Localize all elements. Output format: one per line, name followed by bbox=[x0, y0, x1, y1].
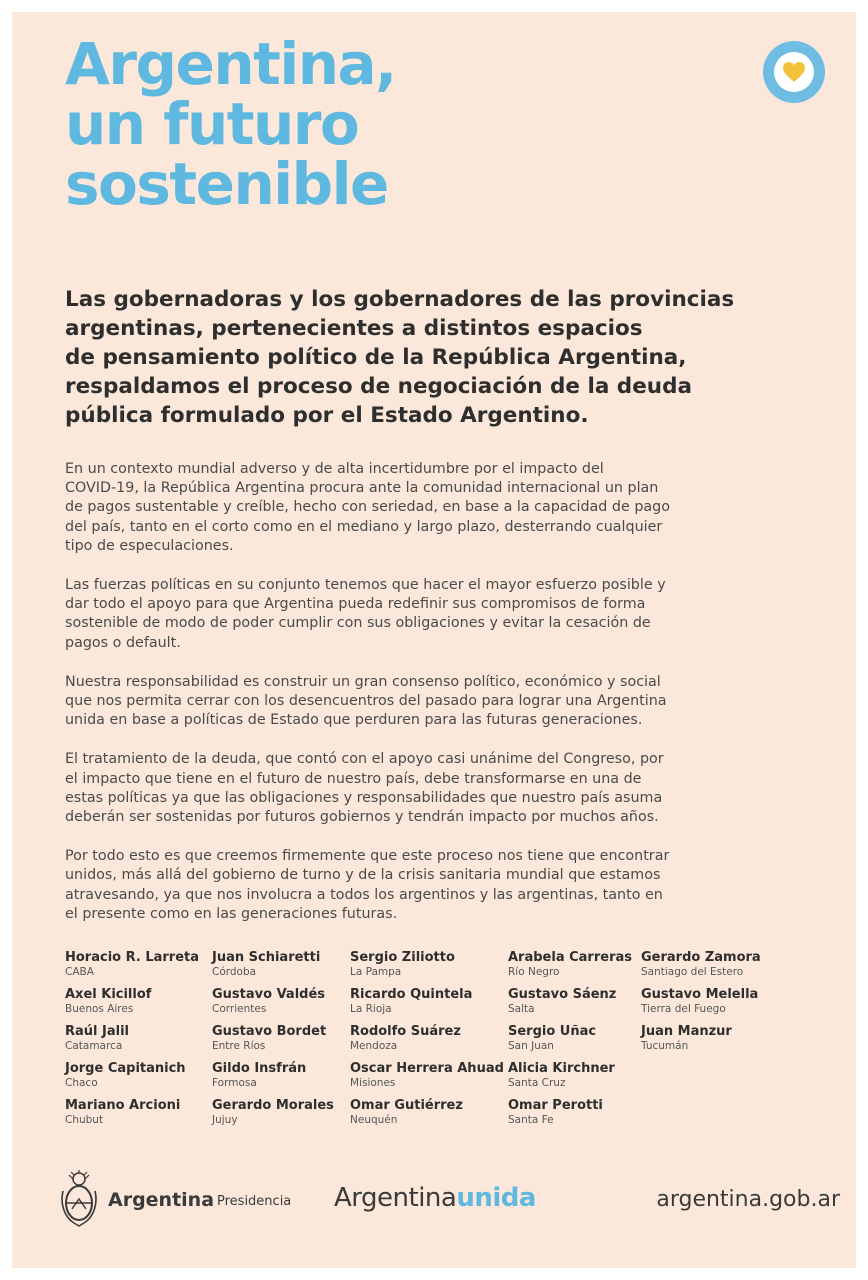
lead-line: respaldamos el proceso de negociación de la deuda bbox=[65, 374, 692, 399]
paragraph-line: deberán ser sostenidas por futuros gobiernos y tendrán impacto por muchos años. bbox=[65, 809, 659, 826]
paragraph-line: del país, tanto en el corto como en el mediano y largo plazo, desterrando cualquier bbox=[65, 518, 663, 535]
province-name: Buenos Aires bbox=[65, 1003, 134, 1015]
signatory-column bbox=[350, 950, 504, 1135]
province-name: Chaco bbox=[65, 1077, 98, 1089]
national-coat-of-arms-icon bbox=[60, 1169, 98, 1227]
lead-line: pública formulado por el Estado Argentino. bbox=[65, 403, 589, 428]
province-name: Santa Cruz bbox=[508, 1077, 566, 1089]
province-name: Entre Ríos bbox=[212, 1040, 266, 1052]
lead-line: Las gobernadoras y los gobernadores de las provincias bbox=[65, 287, 735, 312]
province-name: Catamarca bbox=[65, 1040, 123, 1052]
paragraph-line: En un contexto mundial adverso y de alta incertidumbre por el impacto del bbox=[65, 461, 604, 477]
province-name: Salta bbox=[508, 1003, 535, 1015]
governor-name: Gustavo Melella bbox=[641, 987, 759, 1002]
governor-name: Rodolfo Suárez bbox=[350, 1024, 461, 1039]
governor-name: Juan Schiaretti bbox=[212, 950, 321, 965]
lead-line: de pensamiento político de la República Argentina, bbox=[65, 345, 687, 370]
lead-statement bbox=[65, 285, 755, 430]
signatory bbox=[65, 1098, 199, 1135]
body-text bbox=[65, 460, 695, 944]
governor-name: Alicia Kirchner bbox=[508, 1061, 615, 1076]
governor-name: Oscar Herrera Ahuad bbox=[350, 1061, 504, 1076]
governor-name: Ricardo Quintela bbox=[350, 987, 473, 1002]
signatory-column bbox=[508, 950, 632, 1135]
governor-name: Sergio Uñac bbox=[508, 1024, 597, 1039]
governor-name: Gildo Insfrán bbox=[212, 1061, 307, 1076]
signatory bbox=[65, 1024, 199, 1061]
signatory bbox=[350, 950, 504, 987]
signatory bbox=[508, 987, 632, 1024]
signatory bbox=[212, 1024, 334, 1061]
signatory-column bbox=[65, 950, 199, 1135]
argentina-unida-logo bbox=[334, 1183, 536, 1213]
paragraph-line: atravesando, ya que nos involucra a todos los argentinos y las argentinas, tanto en bbox=[65, 886, 663, 903]
signatory bbox=[212, 987, 334, 1024]
paragraph bbox=[65, 460, 695, 556]
governor-name: Gustavo Bordet bbox=[212, 1024, 327, 1039]
province-name: Santiago del Estero bbox=[641, 966, 744, 978]
paragraph-line: dar todo el apoyo para que Argentina pueda redefinir sus compromisos de forma bbox=[65, 596, 646, 613]
paragraph-line: Por todo esto es que creemos firmemente que este proceso nos tiene que encontrar bbox=[65, 848, 670, 865]
lead-line: argentinas, pertenecientes a distintos espacios bbox=[65, 316, 643, 341]
governor-name: Gustavo Sáenz bbox=[508, 987, 617, 1002]
governor-name: Gerardo Zamora bbox=[641, 950, 761, 965]
paragraph bbox=[65, 576, 695, 653]
governor-name: Gustavo Valdés bbox=[212, 987, 326, 1002]
signatory-column bbox=[212, 950, 334, 1135]
signatory bbox=[641, 987, 761, 1024]
paragraph-line: Nuestra responsabilidad es construir un gran consenso político, económico y social bbox=[65, 673, 661, 690]
province-name: Neuquén bbox=[350, 1114, 398, 1126]
signatory bbox=[350, 1098, 504, 1135]
paragraph-line: tipo de especulaciones. bbox=[65, 537, 234, 554]
paragraph-line: El tratamiento de la deuda, que contó con el apoyo casi unánime del Congreso, por bbox=[65, 751, 664, 768]
signatory bbox=[350, 1024, 504, 1061]
paragraph bbox=[65, 847, 695, 924]
province-name: Chubut bbox=[65, 1114, 104, 1126]
signatory bbox=[508, 1061, 632, 1098]
governor-name: Horacio R. Larreta bbox=[65, 950, 200, 965]
signatory bbox=[65, 950, 199, 987]
signatory bbox=[350, 987, 504, 1024]
paragraph-line: sostenible de modo de poder cumplir con sus obligaciones y evitar la cesación de bbox=[65, 615, 651, 632]
province-name: Formosa bbox=[212, 1077, 257, 1089]
governor-name: Axel Kicillof bbox=[65, 987, 152, 1002]
governor-name: Arabela Carreras bbox=[508, 950, 632, 965]
signatory-column bbox=[641, 950, 761, 1061]
signatory bbox=[641, 1024, 761, 1061]
heart-icon bbox=[782, 61, 806, 83]
province-name: Jujuy bbox=[212, 1114, 238, 1126]
paragraph-line: de pagos sustentable y creíble, hecho con seriedad, en base a la capacidad de pago bbox=[65, 499, 670, 516]
signatory bbox=[350, 1061, 504, 1098]
signatory bbox=[212, 950, 334, 987]
paragraph bbox=[65, 750, 695, 827]
signatory bbox=[641, 950, 761, 987]
province-name: Córdoba bbox=[212, 966, 257, 978]
province-name: San Juan bbox=[508, 1040, 554, 1052]
province-name: Tucumán bbox=[641, 1040, 689, 1052]
paragraph-line: que nos permita cerrar con los desencuentros del pasado para lograr una Argentina bbox=[65, 693, 667, 710]
signatory bbox=[65, 987, 199, 1024]
province-name: Misiones bbox=[350, 1077, 396, 1089]
signatory bbox=[212, 1061, 334, 1098]
paragraph-line: estas políticas ya que las obligaciones y responsabilidades que nuestro país asuma bbox=[65, 789, 663, 806]
headline-line: un futuro bbox=[65, 90, 359, 158]
province-name: La Pampa bbox=[350, 966, 402, 978]
signatory bbox=[212, 1098, 334, 1135]
province-name: CABA bbox=[65, 966, 94, 978]
province-name: La Rioja bbox=[350, 1003, 392, 1015]
signatories bbox=[65, 950, 825, 1140]
governor-name: Omar Perotti bbox=[508, 1098, 603, 1113]
footer bbox=[60, 1167, 840, 1237]
presidencia-logo-label: Presidencia bbox=[217, 1194, 292, 1209]
province-name: Santa Fe bbox=[508, 1114, 554, 1126]
paragraph-line: pagos o default. bbox=[65, 634, 181, 651]
governor-name: Raúl Jalil bbox=[65, 1024, 129, 1039]
paragraph bbox=[65, 673, 695, 731]
paragraph-line: unidos, más allá del gobierno de turno y de la crisis sanitaria mundial que estamos bbox=[65, 867, 661, 884]
headline bbox=[65, 30, 585, 218]
headline-line: Argentina, bbox=[65, 30, 396, 98]
province-name: Tierra del Fuego bbox=[641, 1003, 726, 1015]
governor-name: Jorge Capitanich bbox=[65, 1061, 186, 1076]
paragraph-line: el impacto que tiene en el futuro de nuestro país, debe transformarse en una de bbox=[65, 770, 642, 787]
province-name: Mendoza bbox=[350, 1040, 398, 1052]
heart-badge bbox=[763, 41, 825, 103]
advertisement-page bbox=[12, 12, 856, 1268]
signatory bbox=[508, 1024, 632, 1061]
governor-name: Omar Gutiérrez bbox=[350, 1098, 463, 1113]
governor-name: Mariano Arcioni bbox=[65, 1098, 181, 1113]
argentina-unida-prefix: Argentina bbox=[334, 1183, 457, 1213]
paragraph-line: COVID-19, la República Argentina procura ante la comunidad internacional un plan bbox=[65, 480, 659, 497]
governor-name: Sergio Ziliotto bbox=[350, 950, 455, 965]
governor-name: Gerardo Morales bbox=[212, 1098, 334, 1113]
website-url[interactable]: argentina.gob.ar bbox=[656, 1187, 840, 1212]
headline-line: sostenible bbox=[65, 150, 388, 218]
presidencia-logo-name: Argentina bbox=[108, 1189, 215, 1211]
province-name: Corrientes bbox=[212, 1003, 267, 1015]
paragraph-line: unida en base a políticas de Estado que perduren para las futuras generaciones. bbox=[65, 712, 643, 729]
governor-name: Juan Manzur bbox=[641, 1024, 732, 1039]
signatory bbox=[508, 950, 632, 987]
paragraph-line: el presente como en las generaciones futuras. bbox=[65, 905, 398, 922]
signatory bbox=[508, 1098, 632, 1135]
province-name: Río Negro bbox=[508, 966, 560, 978]
signatory bbox=[65, 1061, 199, 1098]
paragraph-line: Las fuerzas políticas en su conjunto tenemos que hacer el mayor esfuerzo posible y bbox=[65, 577, 666, 594]
argentina-unida-suffix: unida bbox=[456, 1183, 536, 1213]
